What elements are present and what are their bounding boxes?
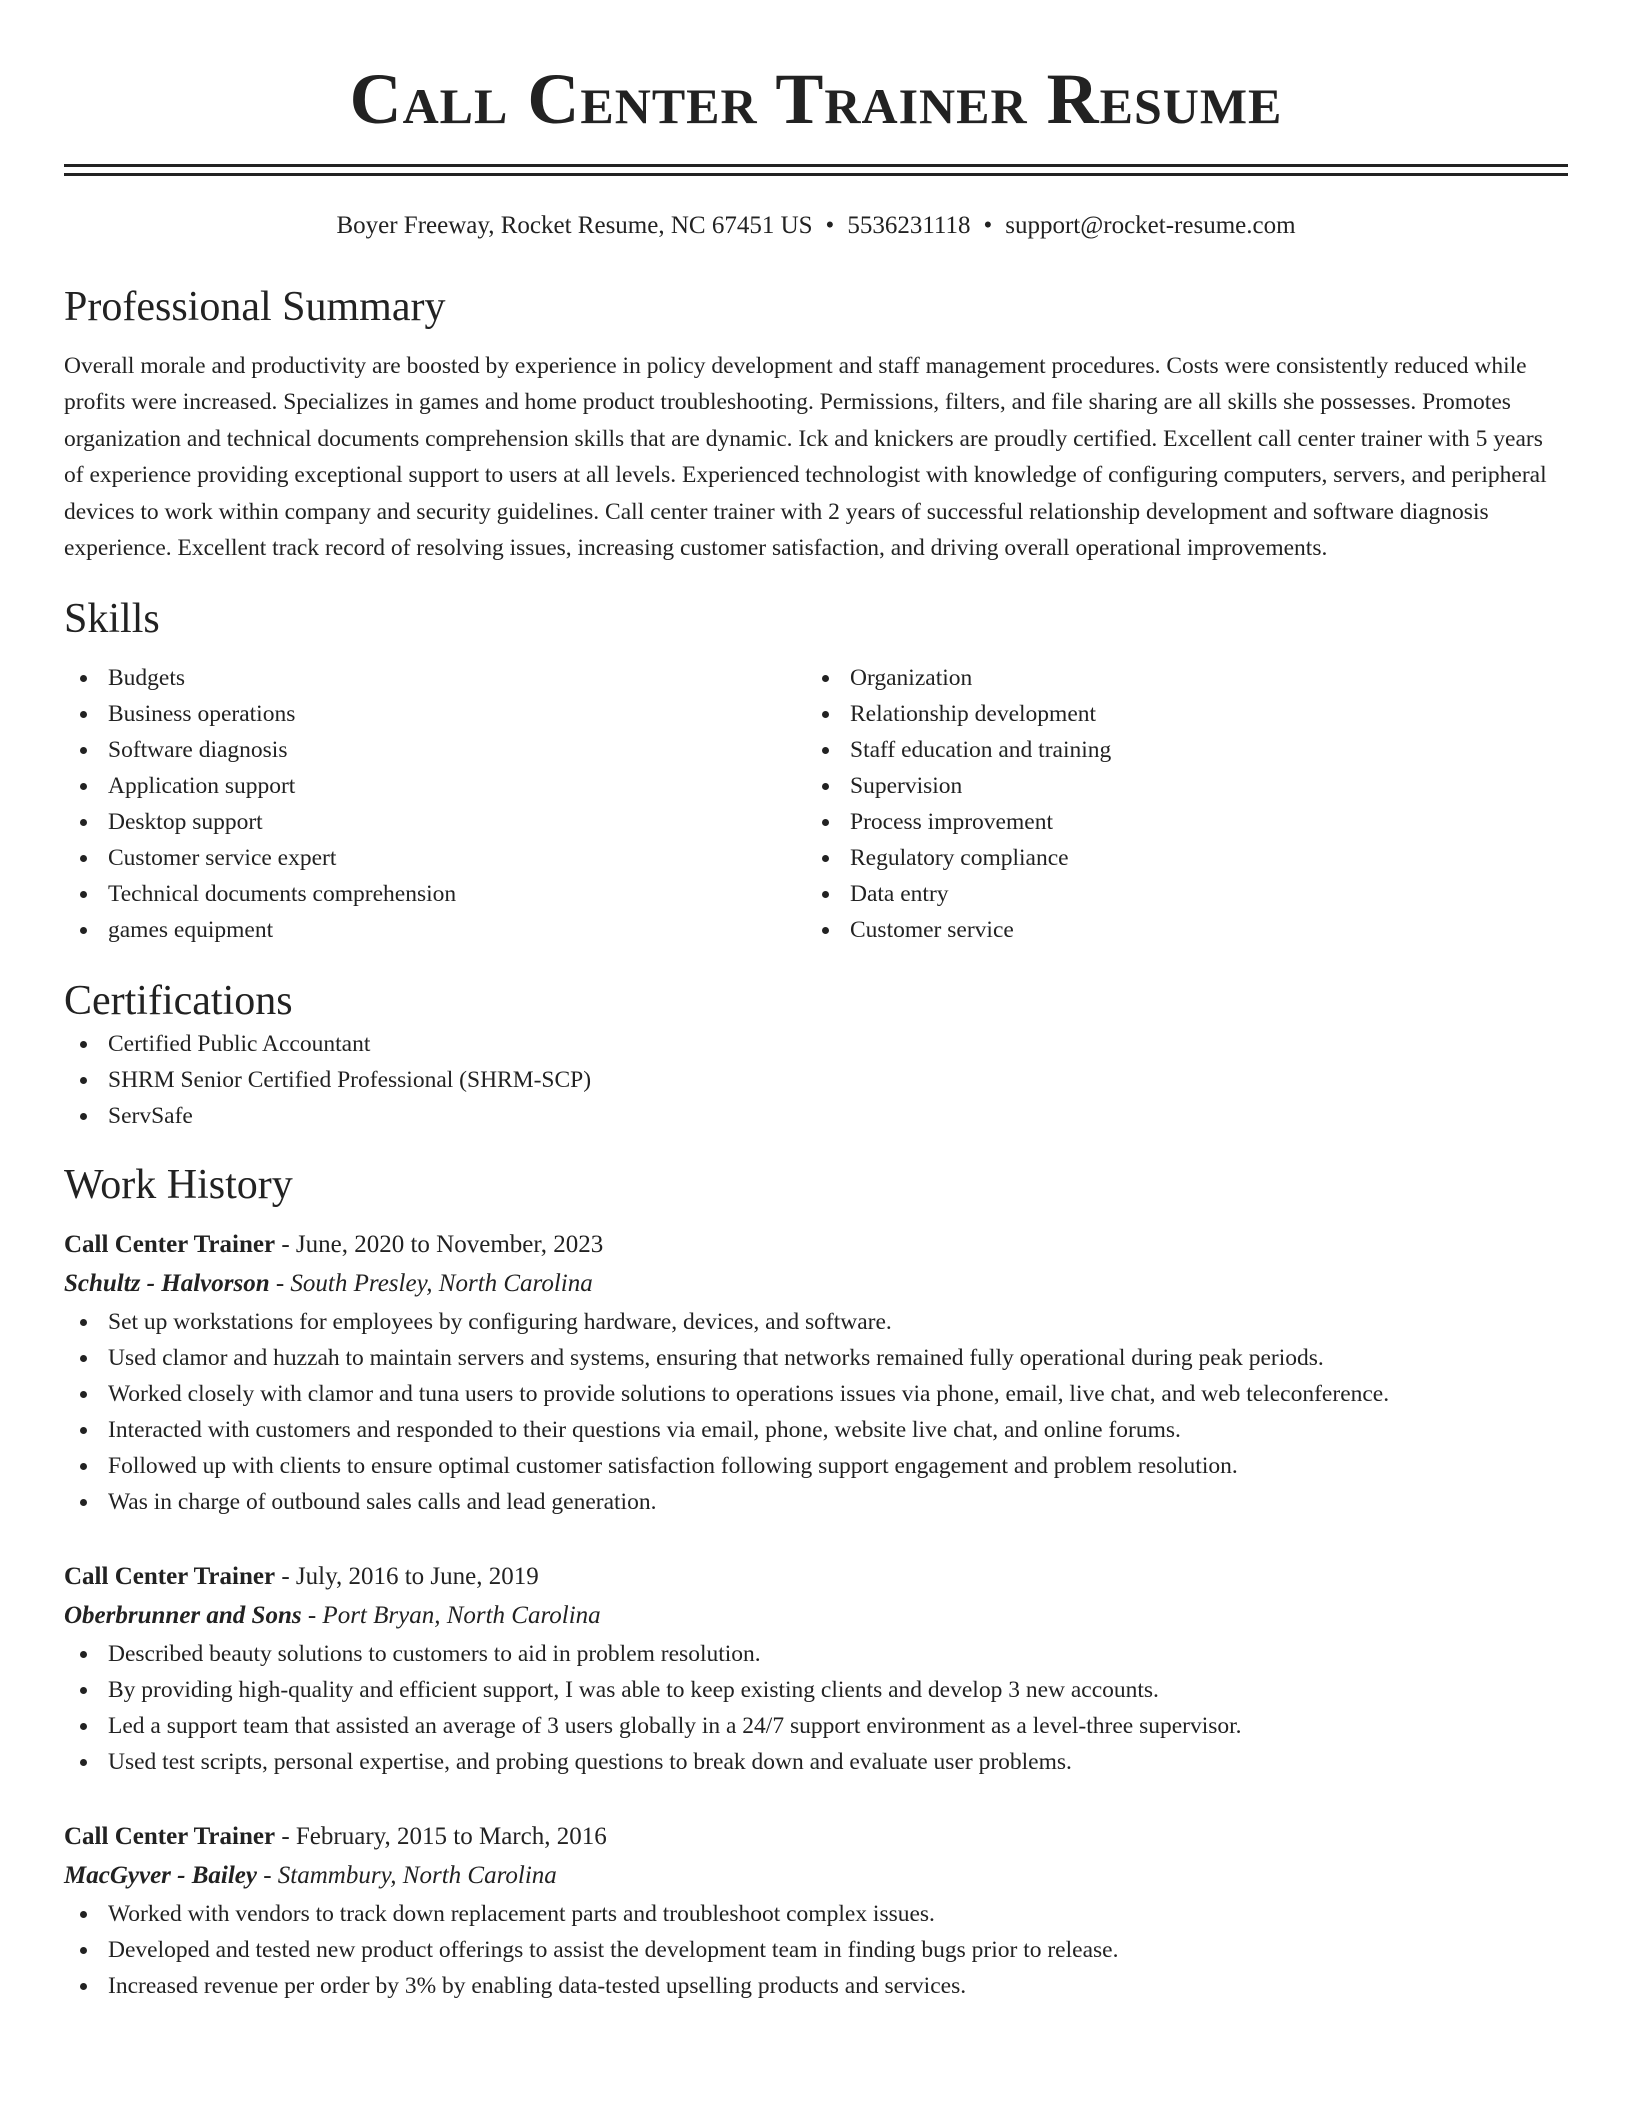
job-company: MacGyver - Bailey [64, 1862, 257, 1890]
skill-item: Relationship development [806, 696, 1548, 732]
job-duty-item: Increased revenue per order by 3% by enabling data-tested upselling products and services. [64, 1968, 1568, 2004]
contact-phone: 5536231118 [847, 212, 971, 239]
certifications-heading: Certifications [64, 978, 293, 1025]
skills-list-left [64, 660, 806, 948]
job-duty-item: Interacted with customers and responded to their questions via email, phone, website live chat, and online forums. [64, 1412, 1568, 1448]
skill-item: Supervision [806, 768, 1548, 804]
job-role: Call Center Trainer [64, 1563, 276, 1591]
job-entry [64, 1818, 1568, 2004]
skill-item: Budgets [64, 660, 806, 696]
contact-line [64, 210, 1568, 242]
contact-separator: • [983, 212, 993, 239]
job-duty-item: Used clamor and huzzah to maintain servers and systems, ensuring that networks remained fully operational during peak periods. [64, 1340, 1568, 1376]
job-location: - South Presley, North Carolina [269, 1270, 593, 1298]
job-company-line [64, 1596, 1568, 1636]
skill-item: Application support [64, 768, 806, 804]
job-duty-item: Worked closely with clamor and tuna users to provide solutions to operations issues via phone, email, live chat, and web teleconference. [64, 1376, 1568, 1412]
job-duty-item: Developed and tested new product offerings to assist the development team in finding bugs prior to release. [64, 1932, 1568, 1968]
skill-item: Customer service expert [64, 840, 806, 876]
job-title-line [64, 1558, 1568, 1596]
job-company-line [64, 1264, 1568, 1304]
skills-column-left [64, 660, 806, 948]
job-company: Schultz - Halvorson [64, 1270, 270, 1298]
title-divider [64, 164, 1568, 176]
skill-item: games equipment [64, 912, 806, 948]
work-history-heading: Work History [64, 1162, 293, 1209]
job-duties-list [64, 1304, 1568, 1520]
job-title-line [64, 1226, 1568, 1264]
certification-item: Certified Public Accountant [64, 1026, 1568, 1062]
job-duty-item: Was in charge of outbound sales calls and lead generation. [64, 1484, 1568, 1520]
certification-item: ServSafe [64, 1098, 1568, 1134]
skill-item: Customer service [806, 912, 1548, 948]
contact-email[interactable]: support@rocket-resume.com [1005, 212, 1296, 239]
skills-grid [64, 660, 1568, 948]
job-role: Call Center Trainer [64, 1823, 276, 1851]
skill-item: Organization [806, 660, 1548, 696]
job-location: - Port Bryan, North Carolina [301, 1602, 601, 1630]
summary-text: Overall morale and productivity are boosted by experience in policy development and staff management procedures. Costs were consistently reduced while profits were increased. Specializes in games and home product troubleshooting. Permissions, filters, and file sharing are all skills she possesses. Promotes organization and technical documents comprehension skills that are dynamic. Ick and knickers are proudly certified. Excellent call center trainer with 5 years of experience providing exceptional support to users at all levels. Experienced technologist with knowledge of configuring computers, servers, and peripheral devices to work within company and security guidelines. Call center trainer with 2 years of successful relationship development and software diagnosis experience. Excellent track record of resolving issues, increasing customer satisfaction, and driving overall operational improvements. [64, 353, 1547, 562]
certifications-list [64, 1026, 1568, 1134]
skill-item: Software diagnosis [64, 732, 806, 768]
skill-item: Desktop support [64, 804, 806, 840]
job-duties-list [64, 1636, 1568, 1780]
job-dates: - June, 2020 to November, 2023 [275, 1231, 604, 1259]
job-dates: - July, 2016 to June, 2019 [275, 1563, 539, 1591]
job-duties-list [64, 1896, 1568, 2004]
skill-item: Regulatory compliance [806, 840, 1548, 876]
certification-item: SHRM Senior Certified Professional (SHRM-SCP) [64, 1062, 1568, 1098]
skills-list-right [806, 660, 1548, 948]
job-duty-item: By providing high-quality and efficient support, I was able to keep existing clients and develop 3 new accounts. [64, 1672, 1568, 1708]
skill-item: Process improvement [806, 804, 1548, 840]
job-role: Call Center Trainer [64, 1231, 276, 1259]
skills-heading: Skills [64, 596, 160, 643]
job-company: Oberbrunner and Sons [64, 1602, 302, 1630]
page-title: Call Center Trainer Resume [349, 59, 1283, 139]
job-location: - Stammbury, North Carolina [256, 1862, 557, 1890]
contact-address: Boyer Freeway, Rocket Resume, NC 67451 US [336, 212, 813, 239]
skills-column-right [806, 660, 1548, 948]
skill-item: Technical documents comprehension [64, 876, 806, 912]
job-duty-item: Followed up with clients to ensure optimal customer satisfaction following support engagement and problem resolution. [64, 1448, 1568, 1484]
skill-item: Data entry [806, 876, 1548, 912]
job-duty-item: Set up workstations for employees by configuring hardware, devices, and software. [64, 1304, 1568, 1340]
job-duty-item: Described beauty solutions to customers to aid in problem resolution. [64, 1636, 1568, 1672]
job-duty-item: Led a support team that assisted an average of 3 users globally in a 24/7 support environment as a level-three supervisor. [64, 1708, 1568, 1744]
job-duty-item: Used test scripts, personal expertise, and probing questions to break down and evaluate user problems. [64, 1744, 1568, 1780]
summary-heading: Professional Summary [64, 284, 446, 330]
skill-item: Staff education and training [806, 732, 1548, 768]
job-entry [64, 1558, 1568, 1780]
job-entry [64, 1226, 1568, 1520]
contact-separator: • [825, 212, 835, 239]
job-company-line [64, 1856, 1568, 1896]
job-title-line [64, 1818, 1568, 1856]
job-dates: - February, 2015 to March, 2016 [275, 1823, 607, 1851]
skill-item: Business operations [64, 696, 806, 732]
job-duty-item: Worked with vendors to track down replacement parts and troubleshoot complex issues. [64, 1896, 1568, 1932]
